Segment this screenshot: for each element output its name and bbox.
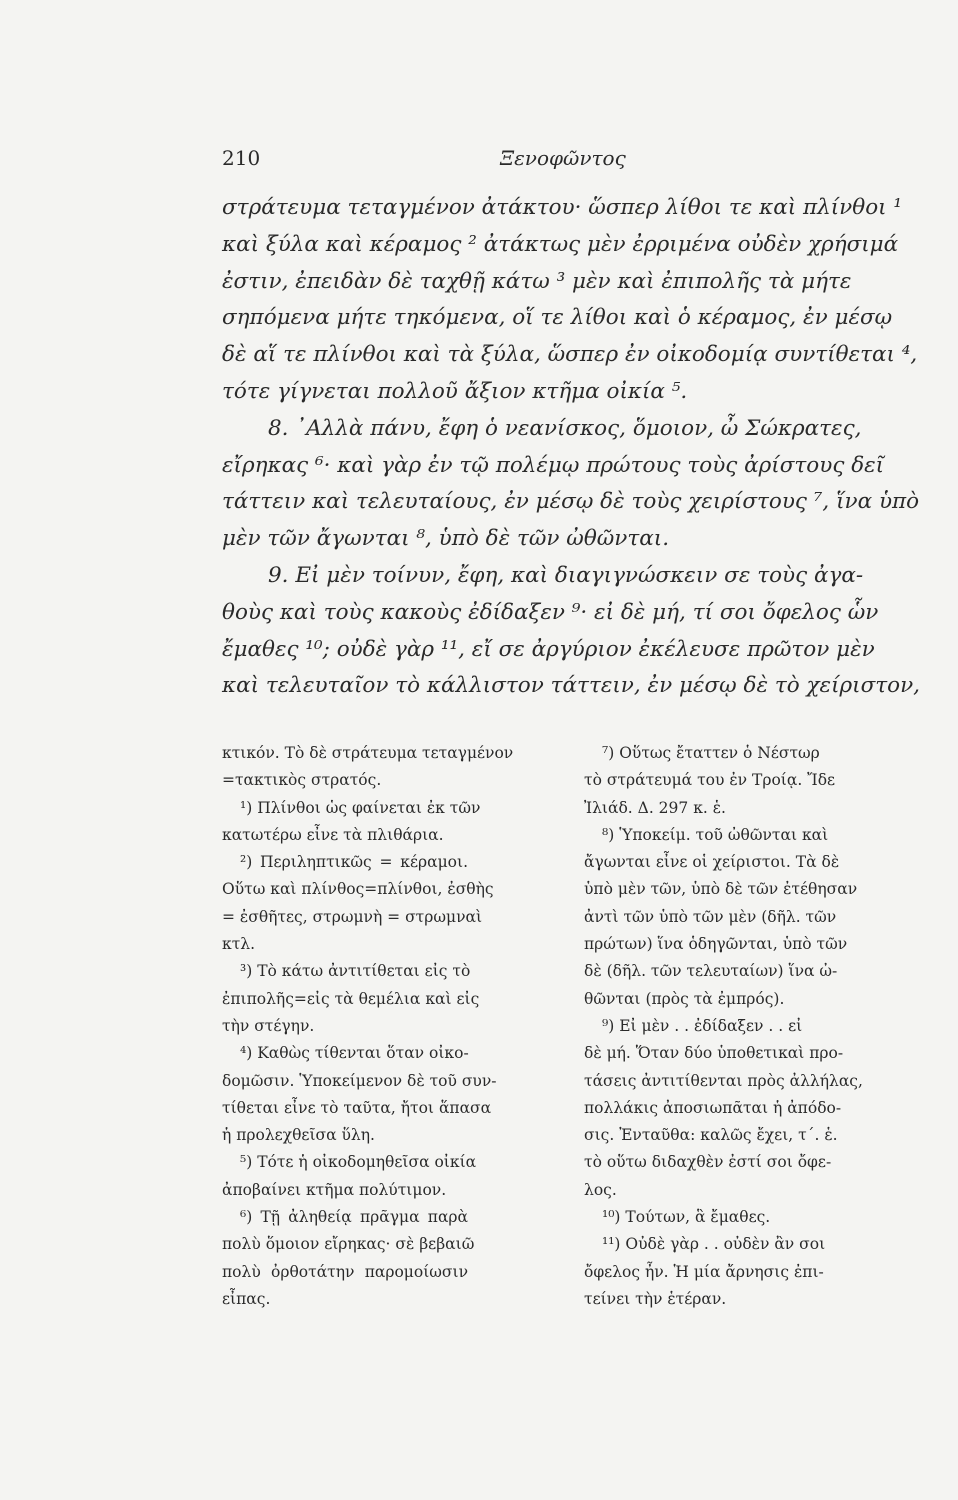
note-line: τάσεις ἀντιτίθενται πρὸς ἀλλήλας, [584,1071,863,1090]
note-line: κατωτέρω εἶνε τὰ πλιθάρια. [222,825,444,844]
note-line: σις. Ἐνταῦθα: καλῶς ἔχει, τ΄. ἑ. [584,1126,838,1145]
note-line: Οὕτω καὶ πλίνθος=πλίνθοι, ἐσθὴς [222,880,494,899]
note-line: πολὺ ὀρθοτάτην παρομοίωσιν [222,1262,468,1281]
text-line: εἴρηκας ⁶· καὶ γὰρ ἐν τῷ πολέμῳ πρώτους τοὺς ἀρίστους δεῖ [222,452,885,478]
note-line: ⁷) Οὕτως ἔταττεν ὁ Νέστωρ [602,744,820,762]
note-line: κτικόν. Τὸ δὲ στράτευμα τεταγμένον [222,744,514,762]
note-line: εἶπας. [222,1289,271,1308]
note-line: ἄγωνται εἶνε οἱ χείριστοι. Τὰ δὲ [584,853,840,872]
note-line: τὸ οὕτω διδαχθὲν ἐστί σοι ὄφε- [584,1153,832,1172]
note-line: ²) Περιληπτικῶς = κέραμοι. [240,853,468,872]
note-line: ¹) Πλίνθοι ὡς φαίνεται ἐκ τῶν [240,798,481,817]
note-line: ³) Τὸ κάτω ἀντιτίθεται εἰς τὸ [240,962,471,981]
note-line: Ἰλιάδ. Δ. 297 κ. ἑ. [584,798,726,817]
note-line: δομῶσιν. Ὑποκείμενον δὲ τοῦ συν- [222,1071,497,1090]
text-line: 9. Εἰ μὲν τοίνυν, ἔφη, καὶ διαγιγνώσκειν σε τοὺς ἀγα- [268,562,864,588]
note-line: ἀντὶ τῶν ὑπὸ τῶν μὲν (δῆλ. τῶν [584,907,837,926]
note-line: λος. [584,1180,617,1199]
note-line: ὄφελος ἦν. Ἡ μία ἄρνησις ἐπι- [584,1262,824,1281]
text-line: δὲ αἵ τε πλίνθοι καὶ τὰ ξύλα, ὥσπερ ἐν οἰκοδομίᾳ συντίθεται ⁴, [222,342,918,368]
page-number: 210 [222,146,261,170]
text-line: τάττειν καὶ τελευταίους, ἐν μέσῳ δὲ τοὺς χειρίστους ⁷, ἵνα ὑπὸ [222,489,920,515]
text-line: 8. ᾿Αλλὰ πάνυ, ἔφη ὁ νεανίσκος, ὅμοιον, ὦ Σώκρατες, [268,415,862,441]
note-line: πρώτων) ἵνα ὁδηγῶνται, ὑπὸ τῶν [584,935,848,954]
text-line: ἔμαθες ¹⁰; οὐδὲ γὰρ ¹¹, εἴ σε ἀργύριον ἐκέλευσε πρῶτον μὲν [222,636,875,662]
note-line: ¹¹) Οὐδὲ γὰρ . . οὐδὲν ἂν σοι [602,1235,826,1254]
text-line: σηπόμενα μήτε τηκόμενα, οἵ τε λίθοι καὶ ὁ κέραμος, ἐν μέσῳ [222,305,893,331]
note-line: δὲ (δῆλ. τῶν τελευταίων) ἵνα ὠ- [584,962,838,981]
note-line: = ἐσθῆτες, στρωμνὴ = στρωμναὶ [222,907,483,926]
note-line: πολὺ ὅμοιον εἴρηκας· σὲ βεβαιῶ [222,1235,475,1254]
note-line: τίθεται εἶνε τὸ ταῦτα, ἤτοι ἅπασα [222,1098,492,1117]
main-text [222,190,921,705]
note-line: τὸ στράτευμά του ἐν Τροίᾳ. Ἴδε [584,771,836,790]
running-head: Ξενοφῶντος [500,146,626,170]
note-line: κτλ. [222,935,256,954]
note-line: ὑπὸ μὲν τῶν, ὑπὸ δὲ τῶν ἐτέθησαν [584,880,858,899]
note-line: ἐπιπολῆς=εἰς τὰ θεμέλια καὶ εἰς [222,989,480,1008]
note-line: ⁸) Ὑποκείμ. τοῦ ὠθῶνται καὶ [602,825,829,844]
text-line: καὶ ξύλα καὶ κέραμος ² ἀτάκτως μὲν ἐρριμένα οὐδὲν χρήσιμά [222,231,899,257]
note-line: τὴν στέγην. [222,1016,315,1035]
note-line: ⁹) Εἰ μὲν . . ἐδίδαξεν . . εἰ [602,1016,803,1035]
text-line: θοὺς καὶ τοὺς κακοὺς ἐδίδαξεν ⁹· εἰ δὲ μή, τί σοι ὄφελος ὧν [222,599,879,625]
note-line: ¹⁰) Τούτων, ἃ ἔμαθες. [602,1208,771,1227]
note-line: ⁶) Τῇ ἀληθείᾳ πρᾶγμα παρὰ [240,1208,468,1227]
note-line: ἡ προλεχθεῖσα ὕλη. [222,1126,375,1145]
note-line: πολλάκις ἀποσιωπᾶται ἡ ἀπόδο- [584,1098,842,1117]
text-line: στράτευμα τεταγμένον ἀτάκτου· ὥσπερ λίθοι τε καὶ πλίνθοι ¹ [222,195,903,220]
text-line: τότε γίγνεται πολλοῦ ἄξιον κτῆμα οἰκία ⁵. [222,378,688,404]
text-line: μὲν τῶν ἄγωνται ⁸, ὑπὸ δὲ τῶν ὠθῶνται. [222,526,670,552]
footnotes-right-column [584,740,863,1313]
note-line: =τακτικὸς στρατός. [222,771,382,790]
footnotes-left-column [222,740,514,1313]
note-line: τείνει τὴν ἑτέραν. [584,1289,727,1308]
text-line: ἐστιν, ἐπειδὰν δὲ ταχθῇ κάτω ³ μὲν καὶ ἐπιπολῆς τὰ μήτε [222,268,852,294]
note-line: ⁴) Καθὼς τίθενται ὅταν οἰκο- [240,1044,469,1063]
text-line: καὶ τελευταῖον τὸ κάλλιστον τάττειν, ἐν μέσῳ δὲ τὸ χείριστον, [222,673,921,699]
note-line: θῶνται (πρὸς τὰ ἐμπρός). [584,989,785,1008]
note-line: δὲ μή. Ὅταν δύο ὑποθετικαὶ προ- [584,1044,844,1063]
note-line: ⁵) Τότε ἡ οἰκοδομηθεῖσα οἰκία [240,1153,477,1172]
page-header [222,146,742,176]
note-line: ἀποβαίνει κτῆμα πολύτιμον. [222,1180,447,1199]
